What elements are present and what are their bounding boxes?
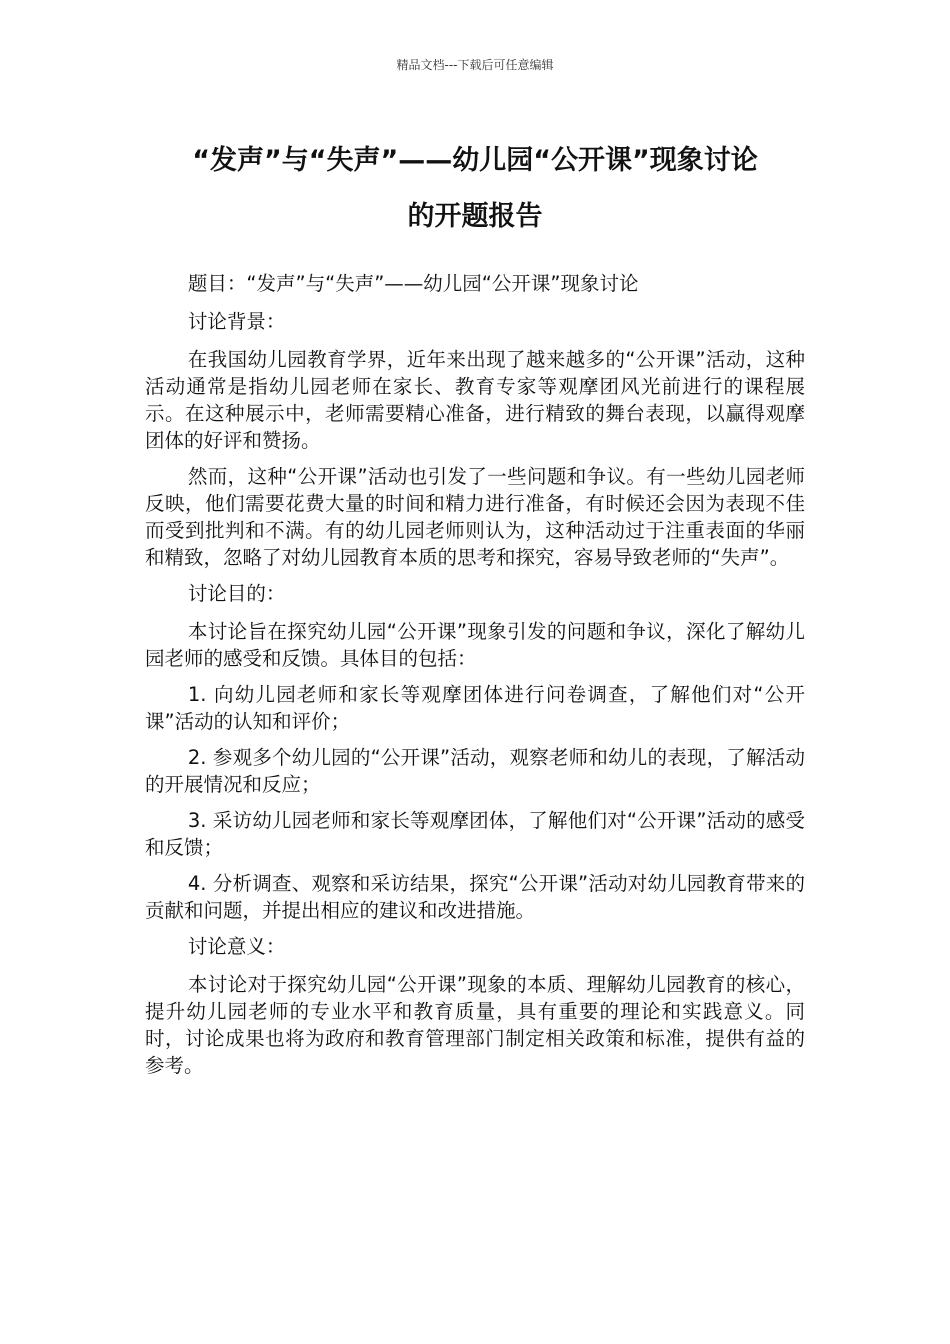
page-header-caption: 精品文档---下载后可任意编辑 [396,58,554,72]
title-line-1: “发声”与“失声”——幼儿园“公开课”现象讨论 [192,145,758,176]
background-heading: 讨论背景： [187,310,286,333]
purpose-heading: 讨论目的： [187,582,286,605]
purpose-item-2: 2. 参观多个幼儿园的“公开课”活动，观察老师和幼儿的表现，了解活动的开展情况和反应； [145,746,805,796]
significance-heading: 讨论意义： [187,935,286,958]
topic-line: 题目：“发声”与“失声”——幼儿园“公开课”现象讨论 [187,272,639,295]
purpose-item-3: 3. 采访幼儿园老师和家长等观摩团体，了解他们对“公开课”活动的感受和反馈； [145,809,805,859]
purpose-intro: 本讨论旨在探究幼儿园“公开课”现象引发的问题和争议，深化了解幼儿园老师的感受和反馈。具体目的包括： [145,620,805,670]
background-paragraph-1: 在我国幼儿园教育学界，近年来出现了越来越多的“公开课”活动，这种活动通常是指幼儿园老师在家长、教育专家等观摩团风光前进行的课程展示。在这种展示中，老师需要精心准备，进行精致的舞台表现，以赢得观摩团体的好评和赞扬。 [145,348,805,452]
title-line-2: 的开题报告 [407,201,543,232]
significance-paragraph: 本讨论对于探究幼儿园“公开课”现象的本质、理解幼儿园教育的核心，提升幼儿园老师的专业水平和教育质量，具有重要的理论和实践意义。同时，讨论成果也将为政府和教育管理部门制定相关政策和标准，提供有益的参考。 [145,973,805,1077]
background-paragraph-2: 然而，这种“公开课”活动也引发了一些问题和争议。有一些幼儿园老师反映，他们需要花费大量的时间和精力进行准备，有时候还会因为表现不佳而受到批判和不满。有的幼儿园老师则认为，这种活动过于注重表面的华丽和精致，忽略了对幼儿园教育本质的思考和探究，容易导致老师的“失声”。 [145,465,805,569]
document-title [140,133,810,245]
purpose-item-4: 4. 分析调查、观察和采访结果，探究“公开课”活动对幼儿园教育带来的贡献和问题，并提出相应的建议和改进措施。 [145,872,805,922]
purpose-item-1: 1. 向幼儿园老师和家长等观摩团体进行问卷调查，了解他们对“公开课”活动的认知和评价； [145,683,805,733]
document-body [145,270,805,1088]
